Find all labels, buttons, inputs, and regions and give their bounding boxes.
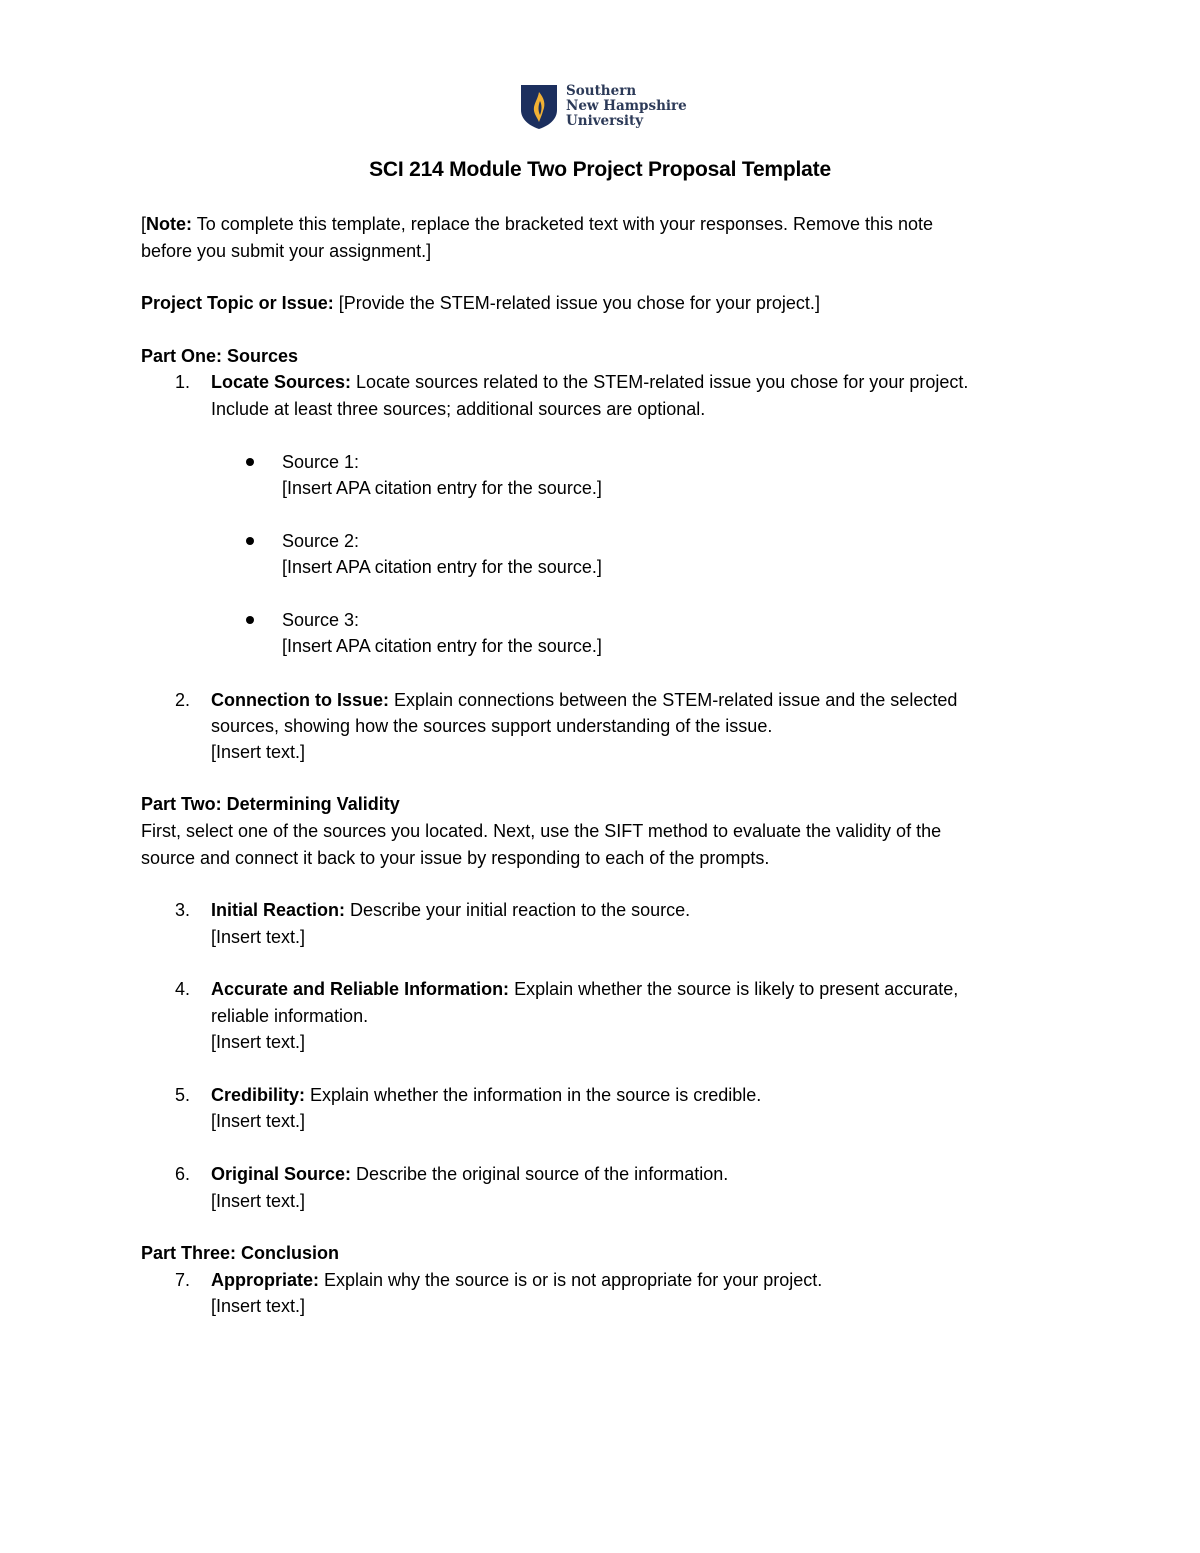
item-3-text: Describe your initial reaction to the source. <box>345 900 691 920</box>
item-3-line-1 <box>211 897 690 923</box>
item-7-label: Appropriate: <box>211 1270 319 1290</box>
item-1-text: Locate sources related to the STEM-related issue you chose for your project. <box>351 372 969 392</box>
item-5-line-1 <box>211 1082 761 1108</box>
bullet-icon <box>246 458 254 466</box>
topic-text: [Provide the STEM-related issue you chose for your project.] <box>333 293 820 313</box>
item-3-insert: [Insert text.] <box>211 927 306 947</box>
bullet-icon <box>246 616 254 624</box>
note-text: To complete this template, replace the bracketed text with your responses. Remove this note <box>192 214 934 234</box>
part-one-heading: Part One: Sources <box>141 346 299 366</box>
item-number-1: 1. <box>175 372 191 392</box>
item-4-text: Explain whether the source is likely to present accurate, <box>509 979 959 999</box>
item-number-7: 7. <box>175 1270 191 1290</box>
source-2-citation: [Insert APA citation entry for the source.] <box>282 557 602 577</box>
item-2-insert: [Insert text.] <box>211 742 306 762</box>
source-1-label: Source 1: <box>282 452 360 472</box>
item-5-text: Explain whether the information in the source is credible. <box>305 1085 762 1105</box>
university-logo <box>520 84 687 130</box>
source-3-citation: [Insert APA citation entry for the source.] <box>282 636 602 656</box>
item-number-6: 6. <box>175 1164 191 1184</box>
item-6-label: Original Source: <box>211 1164 352 1184</box>
part-two-intro-line-1: First, select one of the sources you located. Next, use the SIFT method to evaluate the validity of the <box>141 821 942 841</box>
item-number-2: 2. <box>175 690 191 710</box>
source-2-label: Source 2: <box>282 531 360 551</box>
item-5-label: Credibility: <box>211 1085 306 1105</box>
item-6-insert: [Insert text.] <box>211 1191 306 1211</box>
project-topic <box>141 290 820 316</box>
part-three-heading: Part Three: Conclusion <box>141 1243 340 1263</box>
topic-label: Project Topic or Issue: <box>141 293 334 313</box>
note-open-bracket: [ <box>141 214 147 234</box>
page-title: SCI 214 Module Two Project Proposal Template <box>369 158 831 181</box>
part-two-intro-line-2: source and connect it back to your issue by responding to each of the prompts. <box>141 848 770 868</box>
logo-wordmark <box>566 84 687 129</box>
item-1-line-2: Include at least three sources; additional sources are optional. <box>211 399 706 419</box>
item-7-insert: [Insert text.] <box>211 1296 306 1316</box>
item-2-label: Connection to Issue: <box>211 690 390 710</box>
item-3-label: Initial Reaction: <box>211 900 346 920</box>
logo-line-1: Southern <box>566 83 637 99</box>
item-2-text: Explain connections between the STEM-related issue and the selected <box>389 690 958 710</box>
item-4-insert: [Insert text.] <box>211 1032 306 1052</box>
item-2-line-1 <box>211 687 957 713</box>
item-1-label: Locate Sources: <box>211 372 352 392</box>
item-5-insert: [Insert text.] <box>211 1111 306 1131</box>
part-two-heading: Part Two: Determining Validity <box>141 794 400 814</box>
shield-flame-icon <box>520 84 558 130</box>
source-3-label: Source 3: <box>282 610 360 630</box>
note-line-2: before you submit your assignment.] <box>141 241 432 261</box>
note-line-1 <box>141 211 933 237</box>
source-1-citation: [Insert APA citation entry for the source.] <box>282 478 602 498</box>
item-4-line-2: reliable information. <box>211 1006 369 1026</box>
item-6-text: Describe the original source of the information. <box>351 1164 729 1184</box>
item-7-line-1 <box>211 1267 822 1293</box>
item-2-line-2: sources, showing how the sources support understanding of the issue. <box>211 716 773 736</box>
item-6-line-1 <box>211 1161 728 1187</box>
item-number-3: 3. <box>175 900 191 920</box>
note-label: Note: <box>146 214 193 234</box>
item-4-label: Accurate and Reliable Information: <box>211 979 510 999</box>
bullet-icon <box>246 537 254 545</box>
item-7-text: Explain why the source is or is not appropriate for your project. <box>319 1270 823 1290</box>
item-number-4: 4. <box>175 979 191 999</box>
item-4-line-1 <box>211 976 958 1002</box>
logo-line-2: New Hampshire <box>566 98 687 114</box>
item-number-5: 5. <box>175 1085 191 1105</box>
item-1-line-1 <box>211 369 968 395</box>
logo-line-3: University <box>566 113 644 129</box>
